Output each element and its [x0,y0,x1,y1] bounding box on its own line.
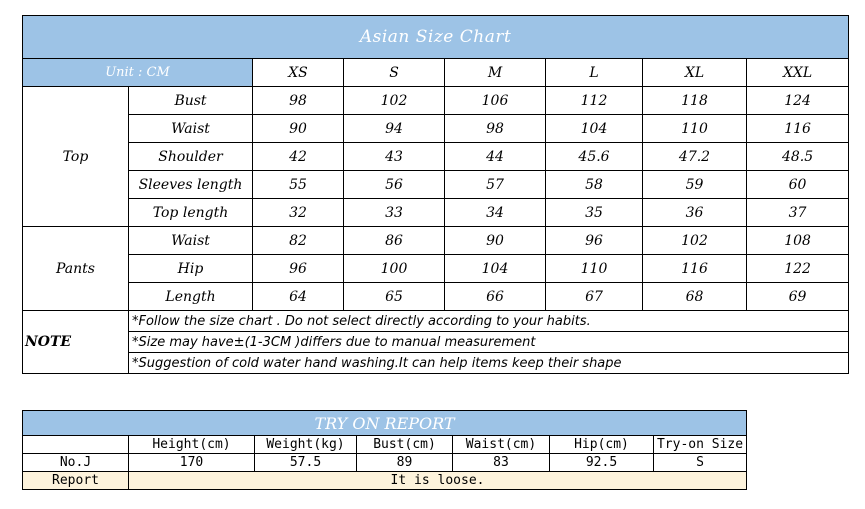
cell: 65 [344,283,445,311]
cell: 60 [747,171,849,199]
cell: 116 [747,115,849,143]
header-cell: Weight(kg) [255,436,357,454]
group-label-top: Top [23,87,129,227]
header-cell: Height(cm) [129,436,255,454]
cell: 56 [344,171,445,199]
cell: 69 [747,283,849,311]
note-line: *Suggestion of cold water hand washing.It can help items keep their shape [129,353,849,374]
unit-label: Unit : CM [23,59,253,87]
header-cell: Hip(cm) [550,436,654,454]
row-label: Sleeves length [129,171,253,199]
note-line: *Size may have±(1-3CM )differs due to manual measurement [129,332,849,353]
cell: 59 [643,171,747,199]
cell: 90 [253,115,344,143]
header-cell: Try-on Size [654,436,747,454]
cell: 82 [253,227,344,255]
cell: 55 [253,171,344,199]
table-row [23,171,849,199]
note-label: NOTE [23,311,129,374]
cell: 57 [445,171,546,199]
cell: 102 [643,227,747,255]
cell: 98 [253,87,344,115]
try-on-report-title: TRY ON REPORT [23,411,747,436]
cell: 34 [445,199,546,227]
row-label: Length [129,283,253,311]
size-header-xl: XL [643,59,747,87]
cell: 35 [546,199,643,227]
table-header-row [23,436,747,454]
cell: 110 [643,115,747,143]
group-label-pants: Pants [23,227,129,311]
size-chart-title: Asian Size Chart [23,16,849,59]
cell: 96 [546,227,643,255]
cell: 42 [253,143,344,171]
row-label: Bust [129,87,253,115]
size-header-s: S [344,59,445,87]
cell: 86 [344,227,445,255]
header-cell: Bust(cm) [357,436,453,454]
report-text: It is loose. [129,472,747,490]
cell: 83 [453,454,550,472]
size-chart-table [22,15,849,374]
cell: 170 [129,454,255,472]
try-on-report-table [22,410,747,490]
row-label: Top length [129,199,253,227]
cell: 92.5 [550,454,654,472]
cell: 104 [445,255,546,283]
cell: 44 [445,143,546,171]
table-row [23,454,747,472]
cell: 68 [643,283,747,311]
table-row [23,115,849,143]
table-row [23,227,849,255]
table-row [23,255,849,283]
row-label: Hip [129,255,253,283]
cell: 94 [344,115,445,143]
cell: 66 [445,283,546,311]
cell: 64 [253,283,344,311]
cell: 96 [253,255,344,283]
cell: 90 [445,227,546,255]
cell: 43 [344,143,445,171]
cell: S [654,454,747,472]
size-header-m: M [445,59,546,87]
cell: 58 [546,171,643,199]
note-line: *Follow the size chart . Do not select directly according to your habits. [129,311,849,332]
cell: 37 [747,199,849,227]
cell: 110 [546,255,643,283]
size-header-xxl: XXL [747,59,849,87]
cell: 102 [344,87,445,115]
header-cell: Waist(cm) [453,436,550,454]
row-label: Shoulder [129,143,253,171]
report-label: Report [23,472,129,490]
cell: 67 [546,283,643,311]
cell: 122 [747,255,849,283]
cell: No.J [23,454,129,472]
cell: 57.5 [255,454,357,472]
row-label: Waist [129,115,253,143]
table-row [23,199,849,227]
cell: 116 [643,255,747,283]
cell: 108 [747,227,849,255]
header-cell [23,436,129,454]
cell: 36 [643,199,747,227]
table-row [23,472,747,490]
table-row [23,283,849,311]
cell: 32 [253,199,344,227]
row-label: Waist [129,227,253,255]
cell: 33 [344,199,445,227]
table-row [23,143,849,171]
cell: 106 [445,87,546,115]
cell: 48.5 [747,143,849,171]
cell: 89 [357,454,453,472]
cell: 112 [546,87,643,115]
size-header-l: L [546,59,643,87]
cell: 124 [747,87,849,115]
size-header-xs: XS [253,59,344,87]
cell: 98 [445,115,546,143]
cell: 100 [344,255,445,283]
table-row [23,87,849,115]
cell: 45.6 [546,143,643,171]
cell: 118 [643,87,747,115]
cell: 47.2 [643,143,747,171]
cell: 104 [546,115,643,143]
